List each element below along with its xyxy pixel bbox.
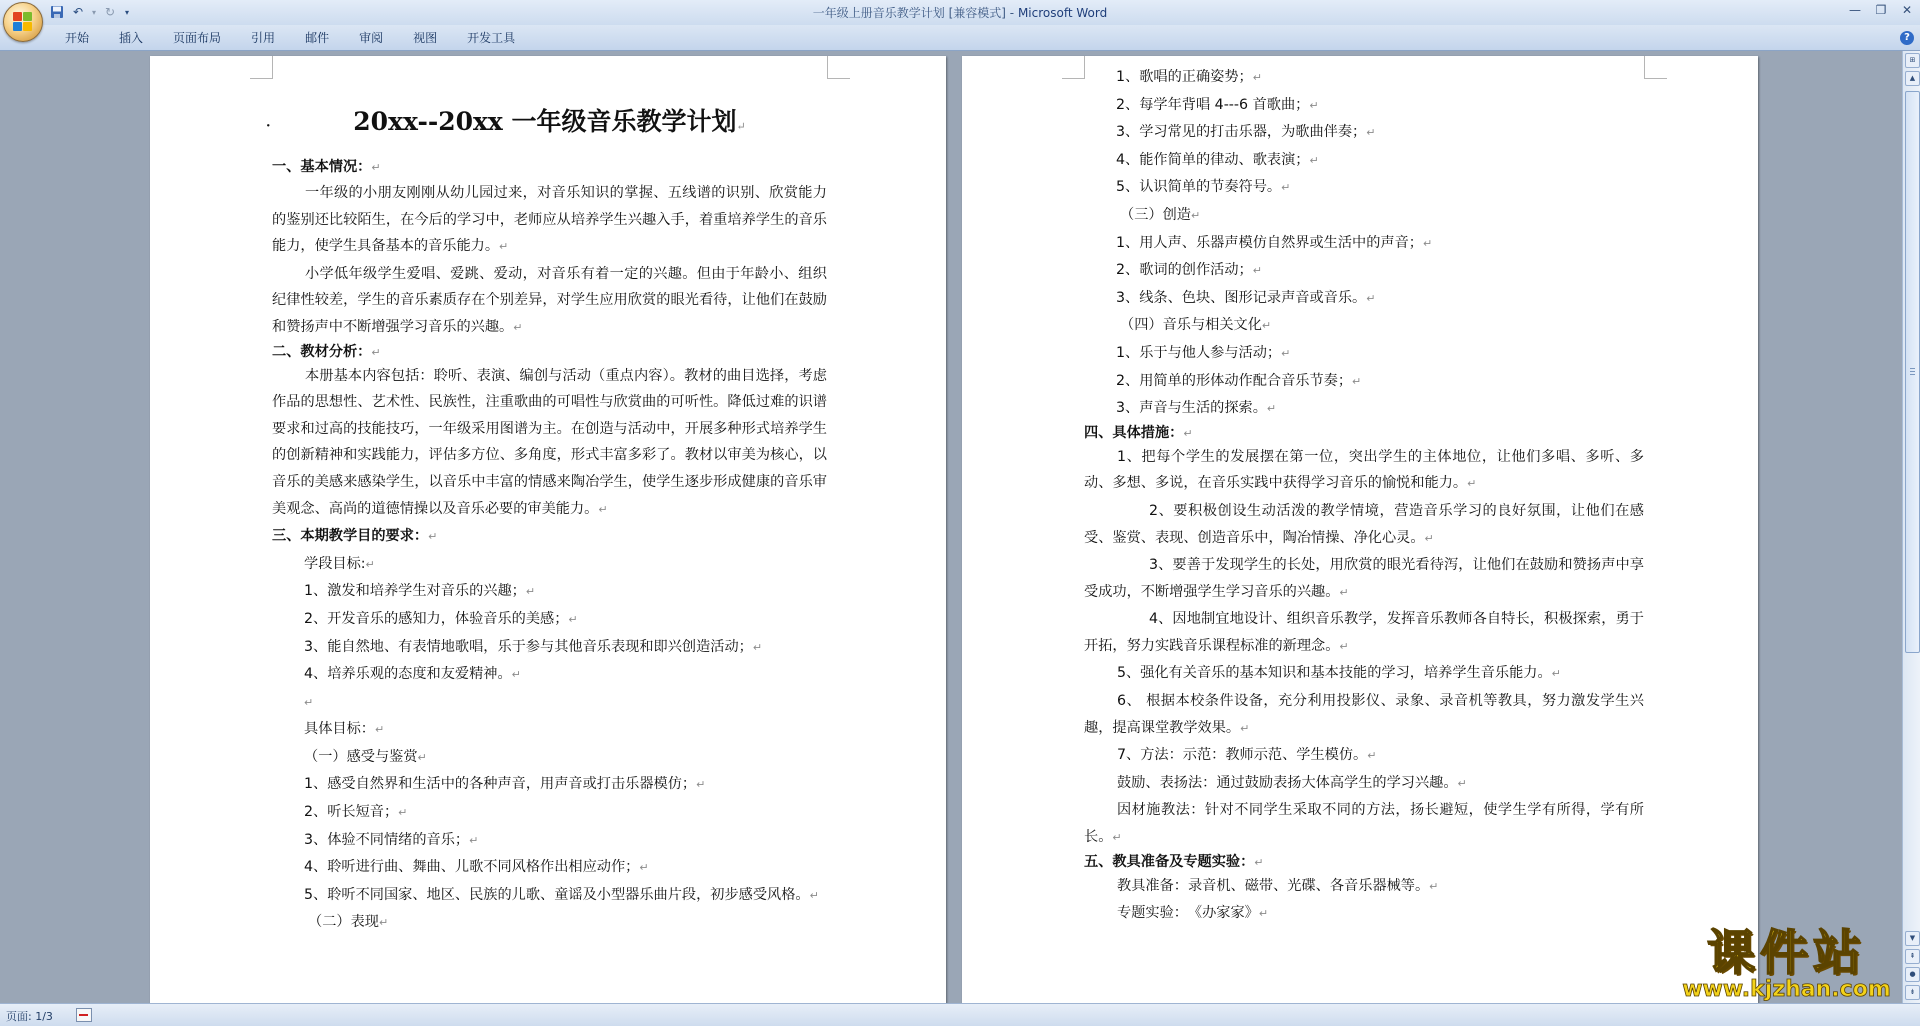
paragraph-mark: ↵: [752, 640, 763, 654]
section-heading[interactable]: [1084, 423, 1644, 444]
list-item[interactable]: [1084, 230, 1644, 258]
paragraph-text: 本册基本内容包括：聆听、表演、编创与活动（重点内容）。教材的曲目选择，考虑作品的思想性、艺术性、民族性，注重歌曲的可唱性与欣赏曲的可听性。降低过难的识谱要求和过高的技能技巧，一年级采用图谱为主。在创造与活动中，开展多种形式培养学生的创新精神和实践能力，评估多方位、多角度，形式丰富多彩了。教材以审美为核心，以音乐的美感来感染学生，以音乐中丰富的情感来陶冶学生，使学生逐步形成健康的音乐审美观念、高尚的道德情操以及音乐必要的审美能力。: [272, 367, 827, 517]
heading-text: 二、教材分析：: [272, 343, 372, 360]
scroll-down-icon[interactable]: ▼: [1905, 931, 1920, 946]
subsection-heading[interactable]: [1084, 312, 1644, 340]
paragraph-mark: ↵: [1467, 477, 1477, 491]
list-item[interactable]: [272, 606, 827, 634]
corner-mark: [827, 56, 850, 79]
paragraph[interactable]: [272, 363, 827, 524]
paragraph-mark: ↵: [398, 806, 408, 820]
corner-mark: [1062, 56, 1085, 79]
paragraph-mark: ↵: [1261, 319, 1272, 333]
paragraph[interactable]: [272, 261, 827, 342]
paragraph-mark: ↵: [365, 557, 375, 571]
paragraph-mark: ↵: [417, 750, 427, 764]
list-item-text: 3、体验不同情绪的音乐；: [304, 831, 470, 848]
list-item[interactable]: [1084, 395, 1644, 423]
watermark-url: www.kjzhan.com: [1682, 977, 1891, 1002]
next-page-icon[interactable]: ⇟: [1905, 985, 1920, 1000]
paragraph-mark: ↵: [1352, 374, 1362, 388]
corner-mark: [250, 56, 273, 79]
paragraph-mark: ↵: [1366, 126, 1376, 140]
paragraph-mark: ↵: [1309, 98, 1319, 112]
list-item[interactable]: [1084, 92, 1644, 120]
paragraph-text: 4、因地制宜地设计、组织音乐教学，发挥音乐教师各自特长，积极探索，勇于开拓，努力实践音乐课程标准的新理念。: [1084, 611, 1644, 654]
list-item[interactable]: [272, 854, 827, 882]
paragraph-mark: ↵: [428, 530, 438, 544]
paragraph-mark: ↵: [809, 888, 819, 902]
help-icon[interactable]: ?: [1900, 31, 1914, 45]
list-label-text: 学段目标:: [304, 555, 366, 572]
watermark-logo: [1668, 925, 1905, 1003]
paragraph[interactable]: [1084, 688, 1644, 742]
paragraph-mark: ↵: [1339, 639, 1349, 653]
subsection-heading[interactable]: [272, 909, 827, 937]
heading-text: 五、教具准备及专题实验：: [1084, 853, 1255, 870]
subsection-text: （三）创造: [1120, 206, 1191, 223]
list-item[interactable]: [1084, 340, 1644, 368]
list-item-text: 3、学习常见的打击乐器，为歌曲伴奏；: [1116, 124, 1367, 141]
office-button[interactable]: [3, 2, 43, 42]
list-item[interactable]: [272, 799, 827, 827]
list-item-text: 1、歌唱的正确姿势；: [1116, 69, 1253, 85]
tab-review[interactable]: 审阅: [359, 31, 384, 45]
minimize-icon[interactable]: —: [1849, 3, 1861, 17]
tab-mailings[interactable]: 邮件: [305, 31, 330, 45]
list-item-text: 1、激发和培养学生对音乐的兴趣；: [304, 583, 526, 600]
list-item-text: 4、能作简单的律动、歌表演；: [1116, 151, 1310, 168]
list-item-text: 2、每学年背唱 4---6 首歌曲；: [1116, 96, 1310, 113]
paragraph-text: 1、把每个学生的发展摆在第一位，突出学生的主体地位，让他们多唱、多听、多动、多想、多说，在音乐实践中获得学习音乐的愉悦和能力。: [1084, 448, 1644, 492]
undo-icon[interactable]: ↶: [72, 5, 84, 19]
paragraph-text: 7、方法：示范：教师示范、学生模仿。: [1117, 747, 1368, 764]
paragraph-mark: ↵: [511, 668, 521, 682]
paragraph-mark: ↵: [378, 916, 389, 930]
subsection-heading[interactable]: [272, 744, 827, 772]
paragraph-mark: ↵: [1457, 776, 1467, 790]
subsection-text: （二）表现: [308, 914, 379, 931]
paragraph-mark: ↵: [469, 833, 479, 847]
list-item[interactable]: [1084, 174, 1644, 202]
paragraph[interactable]: [1084, 900, 1644, 928]
paragraph-text: 鼓励、表扬法：通过鼓励表扬大体高学生的学习兴趣。: [1117, 774, 1458, 791]
paragraph-mark: ↵: [1281, 181, 1291, 195]
ribbon-tab-bar: [0, 25, 1920, 51]
watermark-text: 课件站: [1706, 925, 1866, 981]
list-item-text: 4、聆听进行曲、舞曲、儿歌不同风格作出相应动作；: [304, 859, 640, 876]
list-item[interactable]: [1084, 64, 1644, 92]
list-item-text: 1、用人声、乐器声模仿自然界或生活中的声音；: [1116, 234, 1423, 251]
list-item-text: 3、线条、色块、图形记录声音或音乐。: [1116, 289, 1367, 306]
list-item-text: 1、乐于与他人参与活动；: [1116, 344, 1282, 361]
corner-mark: [1644, 56, 1667, 79]
paragraph[interactable]: [1084, 660, 1644, 688]
document-area[interactable]: [0, 51, 1902, 1003]
list-item[interactable]: [1084, 257, 1644, 285]
paragraph[interactable]: [1084, 742, 1644, 770]
paragraph-mark: ↵: [1112, 831, 1122, 845]
status-bar: [0, 1003, 1920, 1026]
list-item[interactable]: [272, 771, 827, 799]
paragraph[interactable]: [1084, 873, 1644, 901]
list-label-text: 具体目标：: [304, 721, 375, 738]
bullet-mark: ·: [266, 119, 271, 134]
paragraph-mark: ↵: [1429, 879, 1439, 893]
paragraph-text: 一年级的小朋友刚刚从幼儿园过来，对音乐知识的掌握、五线谱的识别、欣赏能力的鉴别还比较陌生，在今后的学习中，老师应从培养学生兴趣入手，着重培养学生的音乐能力，使学生具备基本的音乐能力。: [272, 185, 827, 255]
paragraph-mark: ↵: [1367, 749, 1377, 763]
list-item-text: 5、认识简单的节奏符号。: [1116, 179, 1282, 196]
window-controls: [1842, 0, 1920, 22]
heading-text: 四、具体措施：: [1084, 424, 1184, 441]
paragraph-mark: ↵: [499, 240, 509, 254]
redo-icon[interactable]: ↻: [104, 5, 116, 19]
list-item-text: 2、开发音乐的感知力，体验音乐的美感；: [304, 610, 569, 627]
paragraph-mark: ↵: [598, 502, 608, 516]
close-icon[interactable]: ✕: [1901, 3, 1913, 17]
tab-page-layout[interactable]: 页面布局: [173, 31, 222, 45]
ruler-toggle-icon[interactable]: ⊞: [1905, 53, 1920, 68]
list-item-text: 2、听长短音；: [304, 804, 399, 821]
subsection-text: （一）感受与鉴赏: [304, 748, 418, 765]
list-item-text: 2、用简单的形体动作配合音乐节奏；: [1116, 372, 1353, 389]
list-item[interactable]: [1084, 147, 1644, 175]
paragraph-text: 专题实验： 《办家家》: [1117, 905, 1259, 922]
heading-text: 一、基本情况：: [272, 159, 372, 175]
restore-icon[interactable]: ❐: [1875, 3, 1887, 17]
paragraph[interactable]: [1084, 444, 1644, 498]
list-item[interactable]: [272, 661, 827, 689]
paragraph[interactable]: [1084, 770, 1644, 798]
undo-dropdown-icon[interactable]: ▾: [91, 7, 96, 17]
list-label[interactable]: [272, 716, 827, 744]
page-2-text: [1084, 64, 1644, 928]
page-indicator[interactable]: 页面: 1/3: [6, 1010, 53, 1023]
heading-text: 三、本期教学目的要求：: [272, 528, 429, 545]
paragraph-text: 6、 根据本校条件设备，充分利用投影仪、录象、录音机等教具，努力激发学生兴趣，提高课堂教学效果。: [1084, 693, 1644, 736]
paragraph-mark: ↵: [1366, 291, 1376, 305]
thumb-grip: [1910, 371, 1915, 372]
scrollbar-thumb[interactable]: [1905, 91, 1920, 653]
list-item-text: 3、能自然地、有表情地歌唱，乐于参与其他音乐表现和即兴创造活动；: [304, 638, 753, 655]
paragraph-mark: ↵: [696, 778, 706, 792]
subsection-heading[interactable]: [1084, 202, 1644, 230]
paragraph-text: 2、要积极创设生动活泼的教学情境，营造音乐学习的良好氛围，让他们在感受、鉴赏、表现、创造音乐中，陶冶情操、净化心灵。: [1084, 502, 1644, 546]
paragraph[interactable]: [1084, 552, 1644, 606]
list-item[interactable]: [272, 827, 827, 855]
title-bar: [0, 0, 1920, 25]
thumb-grip: [1910, 374, 1915, 375]
paragraph-mark: ↵: [513, 320, 523, 334]
window-title: [0, 4, 1920, 21]
proofing-icon[interactable]: [76, 1008, 92, 1022]
app-name: Microsoft Word: [1017, 6, 1108, 20]
list-item-text: 5、聆听不同国家、地区、民族的儿歌、童谣及小型器乐曲片段，初步感受风格。: [304, 886, 810, 903]
list-item-text: 4、培养乐观的态度和友爱精神。: [304, 666, 512, 683]
document-page-2[interactable]: [962, 56, 1758, 1003]
list-item-text: 1、感受自然界和生活中的各种声音，用声音或打击乐器模仿；: [304, 776, 697, 793]
document-title[interactable]: [266, 107, 827, 142]
office-logo-icon: [13, 12, 33, 32]
paragraph-mark: ↵: [371, 161, 381, 174]
paragraph-mark: ↵: [371, 345, 381, 359]
list-item[interactable]: [1084, 285, 1644, 313]
paragraph-text: 小学低年级学生爱唱、爱跳、爱动，对音乐有着一定的兴趣。但由于年龄小、组织纪律性较差，学生的音乐素质存在个别差异，对学生应用欣赏的眼光看待，让他们在鼓励和赞扬声中不断增强学习音乐的兴趣。: [272, 265, 827, 335]
empty-paragraph[interactable]: [272, 689, 827, 717]
section-heading[interactable]: [1084, 852, 1644, 873]
tab-home[interactable]: 开始: [65, 31, 90, 45]
title-separator: -: [1005, 6, 1018, 20]
tab-references[interactable]: 引用: [251, 31, 276, 45]
paragraph-text: 5、强化有关音乐的基本知识和基本技能的学习，培养学生音乐能力。: [1117, 665, 1552, 682]
list-item[interactable]: [1084, 119, 1644, 147]
document-name: 一年级上册音乐教学计划 [兼容模式]: [812, 6, 1006, 20]
paragraph-mark: ↵: [1422, 236, 1433, 250]
list-item-text: 2、歌词的创作活动；: [1116, 262, 1253, 279]
list-item[interactable]: [1084, 368, 1644, 396]
paragraph-mark: ↵: [1266, 402, 1277, 416]
previous-page-icon[interactable]: ⇞: [1905, 949, 1920, 964]
paragraph-mark: ↵: [1281, 346, 1291, 360]
paragraph[interactable]: [1084, 498, 1644, 552]
page-1-text: [266, 107, 827, 937]
tab-developer[interactable]: 开发工具: [467, 31, 516, 45]
qat-dropdown-icon[interactable]: ▾: [124, 7, 129, 17]
tab-view[interactable]: 视图: [413, 31, 438, 45]
paragraph[interactable]: [1084, 797, 1644, 851]
paragraph-mark: ↵: [1190, 208, 1201, 222]
paragraph-text: 3、要善于发现学生的长处，用欣赏的眼光看待泻，让他们在鼓励和赞扬声中享受成功，不断增强学生学习音乐的兴趣。: [1084, 557, 1644, 600]
paragraph[interactable]: [1084, 606, 1644, 660]
subsection-text: （四）音乐与相关文化: [1120, 317, 1262, 334]
tab-insert[interactable]: 插入: [119, 31, 144, 45]
paragraph-mark: ↵: [1183, 426, 1193, 440]
list-item[interactable]: [272, 634, 827, 662]
document-title-text: 20xx--20xx 一年级音乐教学计划: [353, 107, 737, 136]
document-page-1[interactable]: [150, 56, 946, 1003]
list-label[interactable]: [272, 551, 827, 579]
list-item[interactable]: [272, 882, 827, 910]
list-item-text: 3、声音与生活的探索。: [1116, 400, 1267, 417]
ribbon-tabs: [50, 30, 530, 46]
paragraph-mark: ↵: [1240, 721, 1250, 735]
paragraph-mark: ↵: [639, 861, 649, 875]
paragraph-mark: ↵: [1254, 855, 1264, 869]
paragraph-mark: ↵: [525, 585, 536, 599]
paragraph[interactable]: [272, 180, 827, 261]
paragraph-mark: ↵: [1258, 907, 1269, 921]
section-heading[interactable]: [272, 523, 827, 551]
section-heading[interactable]: [272, 155, 827, 180]
paragraph-mark: ↵: [1252, 71, 1262, 84]
select-browse-object-icon[interactable]: ●: [1905, 967, 1920, 982]
paragraph-mark: ↵: [1252, 264, 1262, 278]
paragraph-mark: ↵: [304, 695, 314, 709]
paragraph-mark: ↵: [1424, 531, 1434, 545]
scroll-up-icon[interactable]: ▲: [1905, 71, 1920, 86]
paragraph-text: 教具准备：录音机、磁带、光碟、各音乐器械等。: [1117, 877, 1430, 894]
paragraph-mark: ↵: [1551, 667, 1561, 681]
paragraph-mark: ↵: [374, 723, 385, 737]
paragraph-mark: ↵: [568, 612, 578, 626]
paragraph-mark: ↵: [736, 120, 746, 133]
paragraph-mark: ↵: [1309, 153, 1319, 167]
paragraph-mark: ↵: [1339, 585, 1349, 599]
thumb-grip: [1910, 368, 1915, 369]
section-heading[interactable]: [272, 342, 827, 363]
paragraph-text: 因材施教法：针对不同学生采取不同的方法，扬长避短，使学生学有所得，学有所长。: [1084, 802, 1644, 846]
list-item[interactable]: [272, 578, 827, 606]
vertical-scrollbar[interactable]: [1902, 51, 1920, 1003]
